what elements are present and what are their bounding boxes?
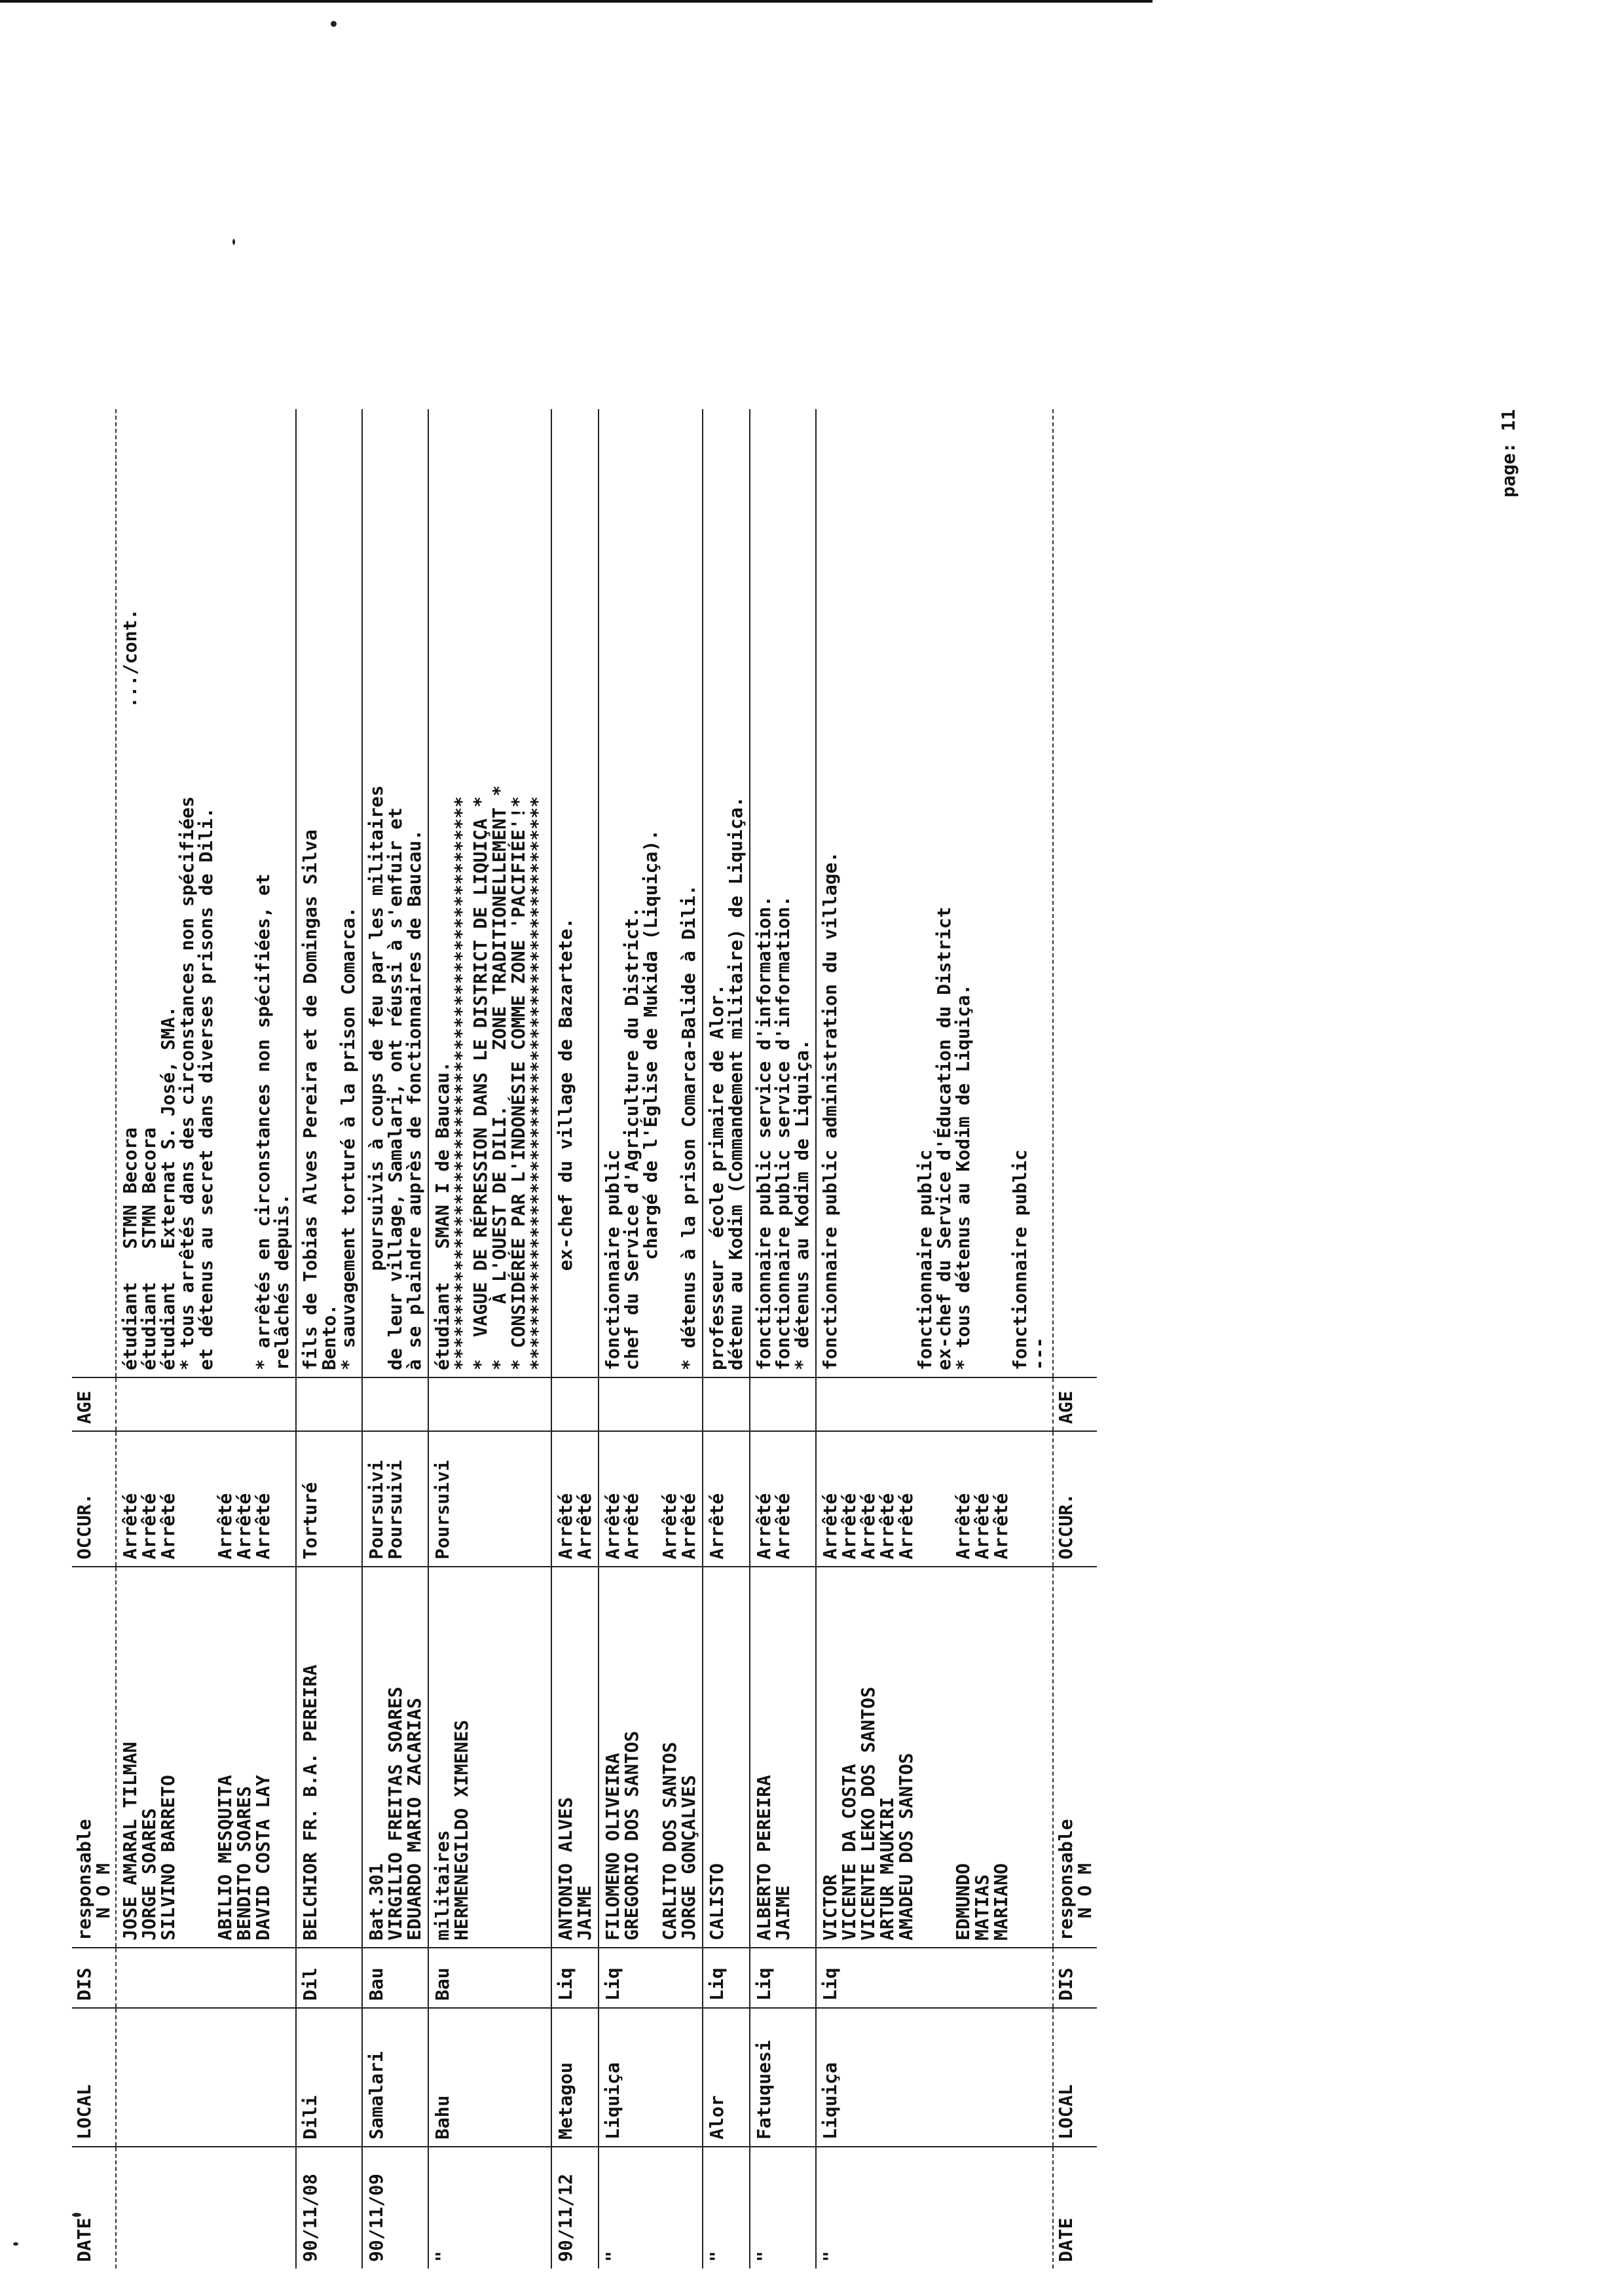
- col-nom-footer-line2: N O M: [1074, 1863, 1096, 1941]
- cell-local: Samalari: [362, 2008, 428, 2147]
- cell-description: professeur école primaire de Alor. détenu au Kodim (Commandement militaire) de Liquiça.: [703, 409, 750, 1377]
- cell-local: Metagou: [551, 2008, 599, 2147]
- cell-nom: JOSE AMARAL TILMAN JORGE SOARES SILVINO BARRETO ABILIO MESQUITA BENDITO SOARES DAVID COSTA LAY: [116, 1567, 296, 1948]
- cell-dis: [116, 1948, 296, 2008]
- cell-description: fonctionnaire public service d'information. fonctionnaire public service d'information. * détenus au Kodim de Liquiça.: [750, 409, 816, 1377]
- col-local-footer: LOCAL: [1053, 2008, 1097, 2147]
- rotated-document-page: [72, 409, 1519, 2269]
- table-body: [116, 409, 1053, 2269]
- col-nom-header-line1: responsable: [73, 1819, 95, 1941]
- cell-dis: Liq: [703, 1948, 750, 2008]
- cell-dis: Liq: [599, 1948, 703, 2008]
- cell-description: étudiant SMAN I de Baucau. **************************************************** * VAGUE DE RÉPRESSION DANS LE DISTRICT DE LIQUIÇA * * À L'OUEST DE DILI. ZONE TRADITIONELLEMENT * * CONSIDÉRÉE PAR L'INDONÉSIE COMME ZONE 'PACIFIÉE'!* ****************************************************: [428, 409, 551, 1377]
- col-age-header: AGE: [72, 1377, 116, 1431]
- table-row: [296, 409, 362, 2269]
- cell-age: [116, 1377, 296, 1431]
- col-date-header: DATE: [72, 2147, 116, 2269]
- cell-local: Liquiça: [816, 2008, 1053, 2147]
- col-nom-header: [72, 1567, 116, 1948]
- cell-occur: Arrêté Arrêté Arrêté Arrêté Arrêté Arrêté: [116, 1431, 296, 1567]
- scan-speck: [331, 21, 337, 27]
- col-local-header: LOCAL: [72, 2008, 116, 2147]
- cell-age: [296, 1377, 362, 1431]
- cell-description: fils de Tobias Alves Pereira et de Domingas Silva Bento. * sauvagement torturé à la prison Comarca.: [296, 409, 362, 1377]
- table-row: [816, 409, 1053, 2269]
- cell-age: [816, 1377, 1053, 1431]
- col-nom-header-line2: N O M: [92, 1863, 114, 1941]
- table-row: [703, 409, 750, 2269]
- col-nom-footer: [1053, 1567, 1097, 1948]
- col-nom-footer-line1: responsable: [1055, 1819, 1077, 1941]
- cell-nom: militaires HERMENEGILDO XIMENES: [428, 1567, 551, 1948]
- cell-date: 90/11/08: [296, 2147, 362, 2269]
- table-row: [362, 409, 428, 2269]
- col-occur-footer: OCCUR.: [1053, 1431, 1097, 1567]
- cell-occur: Arrêté: [703, 1431, 750, 1567]
- cell-occur: Torturé: [296, 1431, 362, 1567]
- cell-occur: Arrêté Arrêté Arrêté Arrêté: [599, 1431, 703, 1567]
- table-row: [551, 409, 599, 2269]
- cell-date: [116, 2147, 296, 2269]
- cell-local: Bahu: [428, 2008, 551, 2147]
- cell-date: 90/11/12: [551, 2147, 599, 2269]
- cell-dis: Dil: [296, 1948, 362, 2008]
- cell-nom: ALBERTO PEREIRA JAIME: [750, 1567, 816, 1948]
- cell-occur: Arrêté Arrêté Arrêté Arrêté Arrêté Arrêté Arrêté Arrêté: [816, 1431, 1053, 1567]
- cell-local: [116, 2008, 296, 2147]
- cell-age: [428, 1377, 551, 1431]
- table-row: [116, 409, 296, 2269]
- cell-dis: Liq: [816, 1948, 1053, 2008]
- cell-nom: CALISTO: [703, 1567, 750, 1948]
- table-row: [599, 409, 703, 2269]
- page-number: page: 11: [1498, 409, 1519, 498]
- cell-description: fonctionnaire public administration du village. fonctionnaire public ex-chef du Service d'Éducation du District * tous détenus au Kodim de Liquiça. fonctionnaire public ---: [816, 409, 1053, 1377]
- top-scan-edge: [0, 0, 1153, 3]
- col-age-footer: AGE: [1053, 1377, 1097, 1431]
- cell-dis: Liq: [750, 1948, 816, 2008]
- cell-age: [703, 1377, 750, 1431]
- cell-age: [599, 1377, 703, 1431]
- cell-occur: Arrêté Arrêté: [551, 1431, 599, 1567]
- cell-description: poursuivis à coups de feu par les militaires de leur village, Samalari, ont réussi à s'enfuir et à se plaindre auprès de fonctionnaires de Baucau.: [362, 409, 428, 1377]
- table-row: [428, 409, 551, 2269]
- cell-date: ": [816, 2147, 1053, 2269]
- cell-date: 90/11/09: [362, 2147, 428, 2269]
- cell-description: fonctionnaire public chef du Service d'Agriculture du District. chargé de l'Église de Mukida (Liquiça). * détenus à la prison Comarca-Balide à Dili.: [599, 409, 703, 1377]
- col-desc-header: [72, 409, 116, 1377]
- table-row: [750, 409, 816, 2269]
- cell-description: ex-chef du village de Bazartete.: [551, 409, 599, 1377]
- cell-dis: Liq: [551, 1948, 599, 2008]
- cell-date: ": [599, 2147, 703, 2269]
- cell-local: Liquiça: [599, 2008, 703, 2147]
- cell-nom: VICTOR VICENTE DA COSTA VICENTE LEKO DOS SANTOS ARTUR MAUKIRI AMADEU DOS SANTOS EDMUNDO MATIAS MARIANO: [816, 1567, 1053, 1948]
- cell-nom: ANTONIO ALVES JAIME: [551, 1567, 599, 1948]
- cell-date: ": [703, 2147, 750, 2269]
- incident-table: [72, 409, 1097, 2269]
- cell-dis: Bau: [362, 1948, 428, 2008]
- cell-occur: Arrêté Arrêté: [750, 1431, 816, 1567]
- cell-nom: Bat.301 VIRGILIO FREITAS SOARES EDUARDO MARIO ZACARIAS: [362, 1567, 428, 1948]
- cell-dis: Bau: [428, 1948, 551, 2008]
- cell-nom: BELCHIOR FR. B.A. PEREIRA: [296, 1567, 362, 1948]
- scan-speck: [13, 2242, 18, 2246]
- cell-occur: Poursuivi: [428, 1431, 551, 1567]
- cell-age: [362, 1377, 428, 1431]
- col-dis-footer: DIS: [1053, 1948, 1097, 2008]
- col-occur-header: OCCUR.: [72, 1431, 116, 1567]
- table-footer-row: [1053, 409, 1097, 2269]
- cell-age: [551, 1377, 599, 1431]
- cell-date: ": [428, 2147, 551, 2269]
- cell-local: Fatuquesi: [750, 2008, 816, 2147]
- cell-occur: Poursuivi Poursuivi: [362, 1431, 428, 1567]
- col-dis-header: DIS: [72, 1948, 116, 2008]
- scan-speck: [232, 239, 235, 245]
- cell-age: [750, 1377, 816, 1431]
- cell-description: étudiant STMN Becora .../cont. étudiant STMN Becora étudiant Externat S. José, SMA. * tous arrêtés dans des circonstances non spécifiées et détenus au secret dans diverses prisons de Dili. * arrêtés en circonstances non spécifiées, et relâchés depuis.: [116, 409, 296, 1377]
- cell-local: Dili: [296, 2008, 362, 2147]
- table-header-row: [72, 409, 116, 2269]
- cell-date: ": [750, 2147, 816, 2269]
- col-date-footer: DATE: [1053, 2147, 1097, 2269]
- cell-local: Alor: [703, 2008, 750, 2147]
- col-desc-footer: [1053, 409, 1097, 1377]
- cell-nom: FILOMENO OLIVEIRA GREGORIO DOS SANTOS CARLITO DOS SANTOS JORGE GONÇALVES: [599, 1567, 703, 1948]
